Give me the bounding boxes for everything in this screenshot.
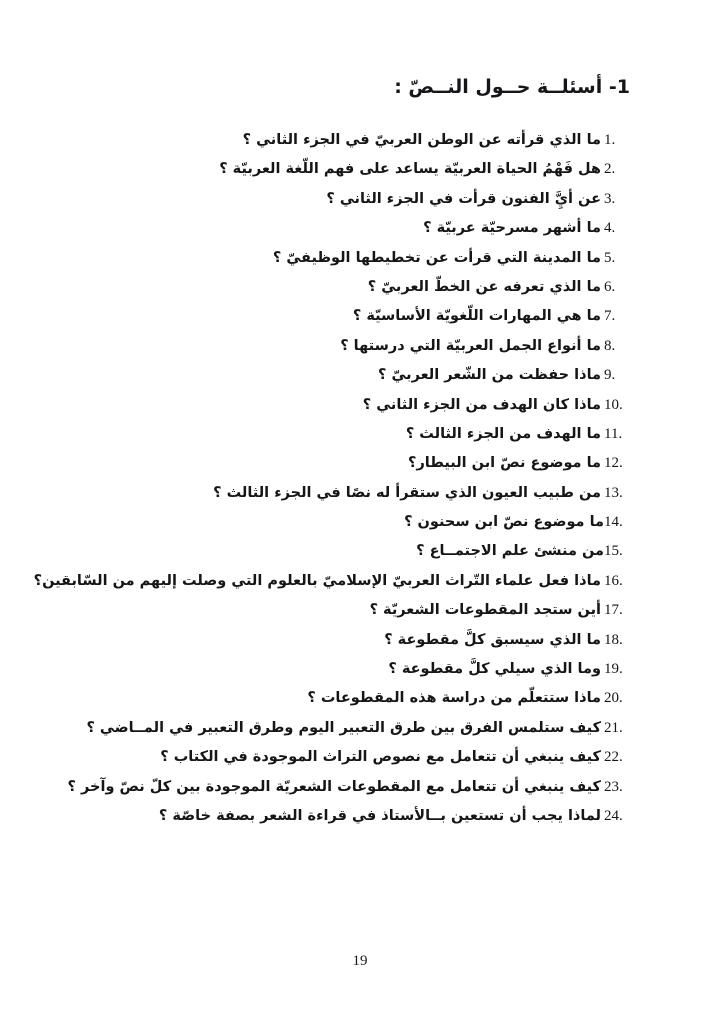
question-text: ما الذي قرأته عن الوطن العربيّ في الجزء الثاني ؟: [242, 132, 601, 148]
question-number: 21.: [604, 719, 623, 736]
question-number: 8.: [604, 337, 616, 354]
question-text: لماذا يجب أن تستعين بــالأستاذ في قراءة الشعر بصفة خاصّة ؟: [158, 807, 601, 824]
question-item: [80, 273, 630, 302]
question-text: أين ستجد المقطوعات الشعريّة ؟: [369, 602, 601, 619]
question-text: ما موضوع نصّ ابن البيطار؟: [408, 455, 601, 472]
question-number: 20.: [604, 690, 623, 707]
question-item: [80, 244, 630, 273]
section-heading-text: 1- أسئلــة حــول النــصّ :: [394, 76, 630, 98]
question-number: 11.: [604, 425, 623, 442]
question-text: ما أنواع الجمل العربيّة التي درستها ؟: [340, 337, 601, 354]
question-number: 19.: [604, 661, 623, 678]
question-item: [80, 743, 630, 772]
question-item: [80, 185, 630, 214]
question-text: ما أشهر مسرحيّة عربيّة ؟: [423, 220, 601, 237]
question-text: ماذا فعل علماء التّراث العربيّ الإسلاميّ بالعلوم التي وصلت إليهم من السّابقين؟: [33, 572, 601, 589]
question-item: [80, 684, 630, 713]
question-item: [80, 420, 630, 449]
question-item: [80, 449, 630, 478]
question-number: 5.: [604, 249, 616, 266]
question-text: كيف ينبغي أن تتعامل مع المقطوعات الشعريّة الموجودة بين كلّ نصّ وآخر ؟: [67, 778, 601, 795]
question-text: ما المدينة التي قرأت عن تخطيطها الوظيفيّ ؟: [272, 249, 601, 266]
question-text: كيف ينبغي أن تتعامل مع نصوص التراث الموجودة في الكتاب ؟: [160, 749, 601, 766]
question-item: [80, 332, 630, 361]
question-item: [67, 773, 630, 802]
question-number: 9.: [604, 367, 616, 384]
question-number: 23.: [604, 778, 623, 795]
question-number: 10.: [604, 396, 623, 413]
question-item: [80, 596, 630, 625]
question-item: [80, 802, 630, 831]
question-item: [80, 508, 630, 537]
question-number: 18.: [604, 631, 623, 648]
question-text: هل فَهْمُ الحياة العربيّة يساعد على فهم اللّغة العربيّة ؟: [219, 161, 601, 178]
question-number: 17.: [604, 602, 623, 619]
question-number: 22.: [604, 749, 623, 766]
question-number: 24.: [604, 807, 623, 824]
question-item: [33, 567, 630, 596]
question-text: من منشئ علم الاجتمــاع ؟: [416, 543, 604, 560]
question-item: [80, 155, 630, 184]
question-item: [80, 214, 630, 243]
question-text: ما الذي تعرفه عن الخطّ العربيّ ؟: [367, 278, 601, 295]
question-number: 2.: [604, 161, 616, 178]
question-item: [80, 655, 630, 684]
question-text: ما الهدف من الجزء الثالث ؟: [405, 425, 601, 442]
question-number: 7.: [604, 308, 616, 325]
question-number: 14.: [604, 514, 623, 531]
question-text: من طبيب العيون الذي ستقرأ له نصًا في الجزء الثالث ؟: [213, 484, 601, 501]
question-number: 12.: [604, 455, 623, 472]
question-item: [80, 391, 630, 420]
question-list: [33, 126, 630, 831]
section-heading: [90, 76, 630, 99]
question-number: 6.: [604, 278, 616, 295]
question-number: 13.: [604, 484, 623, 501]
question-item: [80, 479, 630, 508]
question-text: ما موضوع نصّ ابن سحنون ؟: [404, 514, 604, 531]
question-text: ماذا ستتعلّم من دراسة هذه المقطوعات ؟: [307, 690, 601, 707]
question-item: [80, 126, 630, 155]
question-number: 4.: [604, 220, 616, 237]
question-text: كيف ستلمس الفرق بين طرق التعبير اليوم وطرق التعبير في المــاضي ؟: [86, 719, 601, 736]
question-text: وما الذي سيلي كلَّ مقطوعة ؟: [388, 661, 601, 678]
question-item: [80, 537, 630, 566]
question-text: ماذا حفظت من الشّعر العربيّ ؟: [378, 367, 601, 384]
question-text: ماذا كان الهدف من الجزء الثاني ؟: [362, 396, 601, 413]
question-text: عن أيَِّ الفنون قرأت في الجزء الثاني ؟: [326, 190, 601, 207]
question-number: 1.: [604, 132, 616, 148]
page-number: 19: [352, 953, 368, 969]
question-item: [80, 714, 630, 743]
question-item: [80, 361, 630, 390]
question-item: [80, 626, 630, 655]
question-number: 15.: [604, 543, 623, 560]
question-text: ما هي المهارات اللّغويّة الأساسيّة ؟: [352, 308, 601, 325]
question-text: ما الذي سيسبق كلَّ مقطوعة ؟: [384, 631, 601, 648]
question-number: 16.: [604, 572, 623, 589]
question-item: [80, 302, 630, 331]
question-number: 3.: [604, 190, 616, 207]
